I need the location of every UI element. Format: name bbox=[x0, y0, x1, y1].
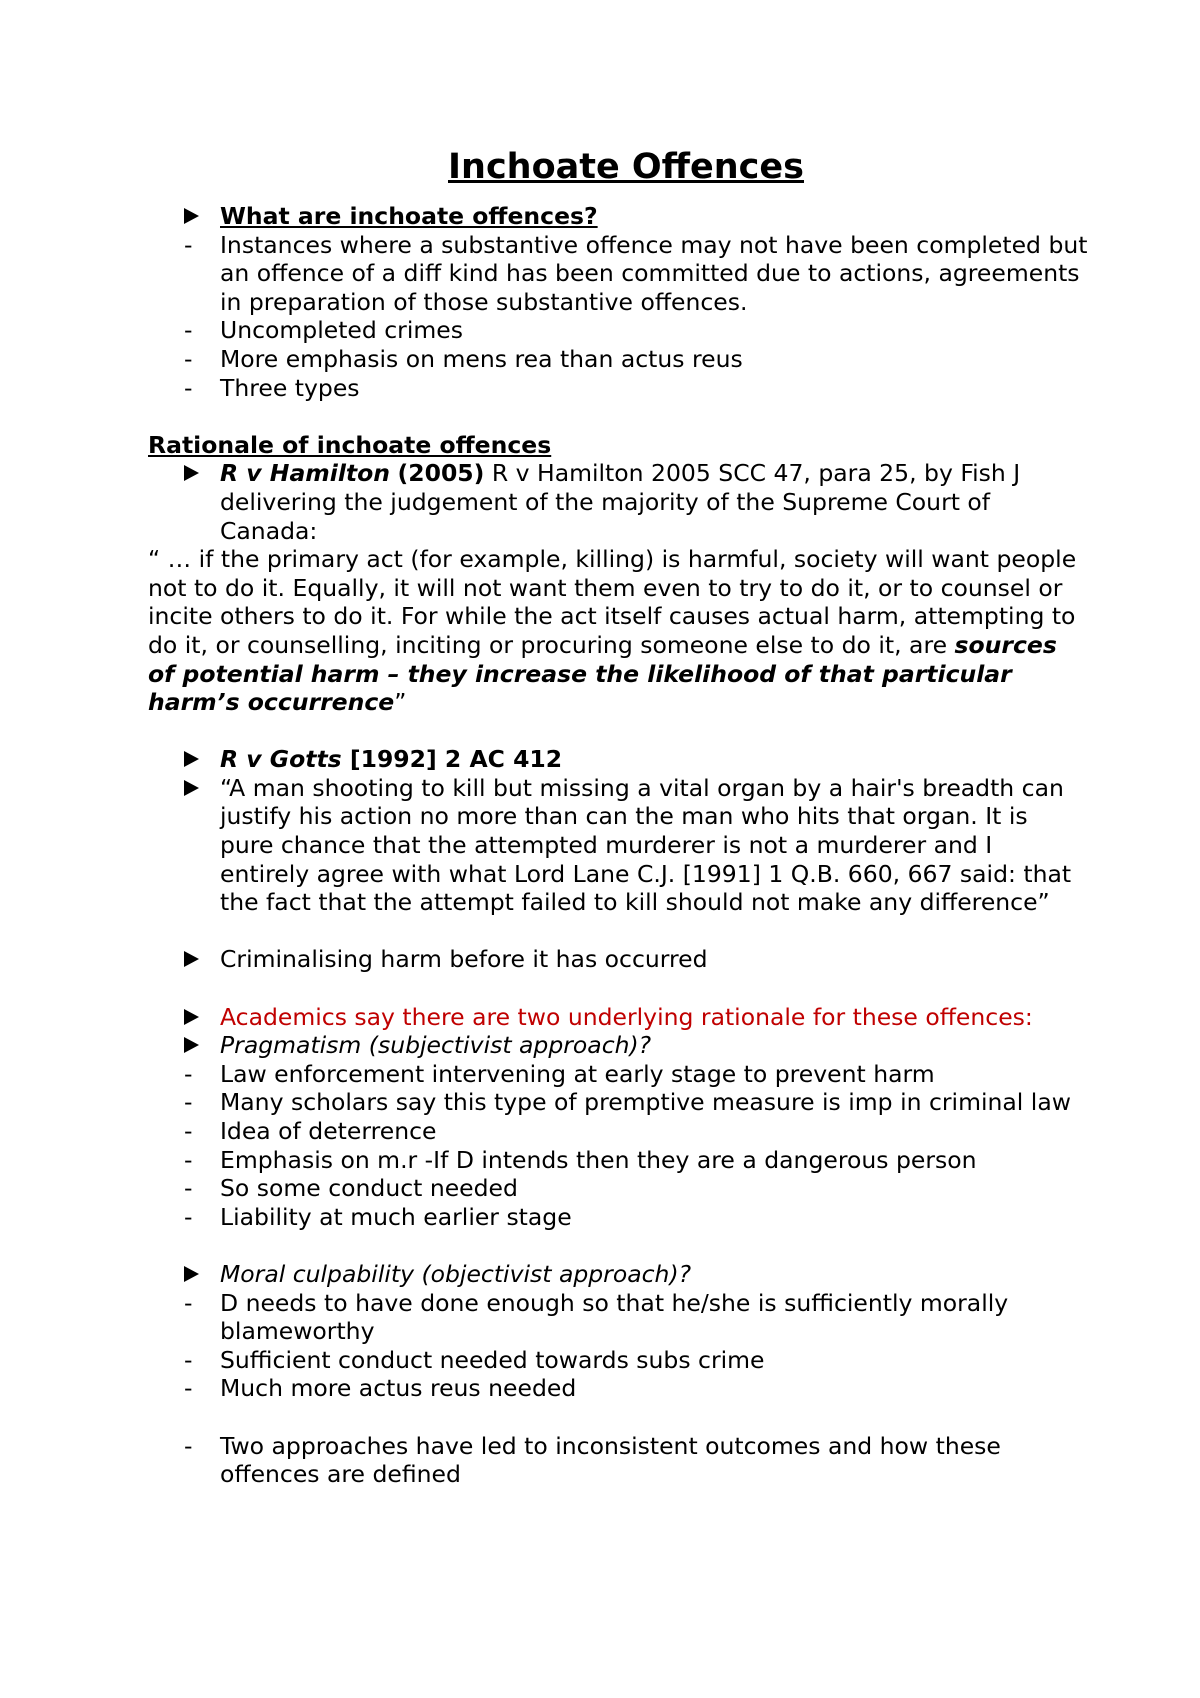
dash-marker: - bbox=[184, 1374, 193, 1403]
case-year: (2005) bbox=[397, 459, 485, 488]
pragmatism-point: Law enforcement intervening at early stage to prevent harm bbox=[220, 1059, 935, 1088]
dash-marker: - bbox=[184, 1088, 193, 1117]
dash-marker: - bbox=[184, 1288, 193, 1317]
dash-marker: - bbox=[184, 1117, 193, 1145]
dash-marker: - bbox=[184, 1431, 193, 1460]
dash-marker: - bbox=[184, 1174, 193, 1203]
list-item bbox=[148, 1374, 1088, 1403]
pragmatism-point: Idea of deterrence bbox=[220, 1117, 437, 1145]
list-item bbox=[148, 1031, 1088, 1060]
intro-point: Instances where a substantive offence may not have been completed but an offence of a diff kind has been committed due to actions, agreements in preparation of those substantive offences. bbox=[220, 230, 1088, 316]
section-heading: Rationale of inchoate offences bbox=[148, 430, 552, 459]
dash-marker: - bbox=[184, 230, 193, 259]
list-item bbox=[148, 1174, 1088, 1203]
arrow-bullet-icon bbox=[184, 1003, 199, 1032]
conclusion-point: Two approaches have led to inconsistent outcomes and how these offences are defined bbox=[220, 1431, 1001, 1489]
moral-heading: Moral culpability (objectivist approach)? bbox=[220, 1259, 692, 1288]
list-item bbox=[148, 774, 1088, 917]
dash-marker: - bbox=[184, 344, 193, 373]
moral-point: Sufficient conduct needed towards subs crime bbox=[220, 1345, 765, 1374]
quote-end: ” bbox=[394, 688, 407, 717]
quote-text: “ … if the primary act (for example, killing) is harmful, society will want people not to do it. Equally, it will not want them even to try to do it, or to counsel or incite others to do it. For while the act itself causes actual harm, attempting to do it, or counselling, inciting or procuring someone else to do it, are bbox=[148, 545, 1077, 659]
arrow-bullet-icon bbox=[184, 459, 199, 488]
list-item bbox=[148, 1289, 1088, 1346]
gotts-quote: “A man shooting to kill but missing a vital organ by a hair's breadth can justify his action no more than can the man who hits that organ. It is pure chance that the attempted murderer is not a murderer and I entirely agree with what Lord Lane C.J. [1991] 1 Q.B. 660, 667 said: that the fact that the attempt failed to kill should not make any difference” bbox=[220, 773, 1072, 917]
academics-point: Academics say there are two underlying rationale for these offences: bbox=[220, 1002, 1033, 1031]
intro-point: Uncompleted crimes bbox=[220, 316, 463, 345]
criminalising-point: Criminalising harm before it has occurred bbox=[220, 945, 708, 974]
hamilton-quote bbox=[148, 545, 1088, 717]
case-citation: [1992] 2 AC 412 bbox=[341, 745, 563, 774]
dash-marker: - bbox=[184, 1202, 193, 1231]
moral-point: Much more actus reus needed bbox=[220, 1374, 577, 1403]
list-item bbox=[148, 1260, 1088, 1289]
list-item bbox=[148, 1203, 1088, 1232]
arrow-bullet-icon bbox=[184, 1260, 199, 1289]
list-item bbox=[148, 1003, 1088, 1032]
moral-point: D needs to have done enough so that he/she is sufficiently morally blameworthy bbox=[220, 1288, 1009, 1346]
list-item bbox=[148, 459, 1088, 545]
intro-point: Three types bbox=[220, 373, 360, 402]
dash-marker: - bbox=[184, 1345, 193, 1374]
intro-point: More emphasis on mens rea than actus reus bbox=[220, 344, 743, 373]
dash-marker: - bbox=[184, 316, 193, 345]
arrow-bullet-icon bbox=[184, 202, 199, 231]
pragmatism-point: Many scholars say this type of premptive measure is imp in criminal law bbox=[220, 1088, 1071, 1117]
pragmatism-point: Liability at much earlier stage bbox=[220, 1202, 572, 1231]
list-item bbox=[148, 945, 1088, 974]
arrow-bullet-icon bbox=[184, 945, 199, 974]
list-item bbox=[148, 1432, 1088, 1489]
intro-question: What are inchoate offences? bbox=[220, 202, 598, 230]
list-item bbox=[148, 745, 1088, 774]
pragmatism-heading: Pragmatism (subjectivist approach)? bbox=[220, 1031, 652, 1060]
case-citation: R v Hamilton 2005 SCC 47, para 25, by Fish J delivering the judgement of the majority of the Supreme Court of Canada: bbox=[220, 459, 1021, 545]
case-name: R v Hamilton bbox=[220, 459, 391, 488]
dash-marker: - bbox=[184, 1059, 193, 1088]
list-item bbox=[148, 1146, 1088, 1175]
list-item bbox=[148, 345, 1088, 374]
list-item bbox=[148, 1117, 1088, 1146]
list-item bbox=[148, 1060, 1088, 1089]
list-item bbox=[148, 231, 1088, 317]
arrow-bullet-icon bbox=[184, 774, 199, 803]
dash-marker: - bbox=[184, 373, 193, 402]
list-item bbox=[148, 202, 1088, 231]
list-item bbox=[148, 316, 1088, 345]
pragmatism-point: So some conduct needed bbox=[220, 1174, 518, 1203]
arrow-bullet-icon bbox=[184, 745, 199, 774]
case-name: R v Gotts bbox=[220, 745, 342, 774]
dash-marker: - bbox=[184, 1145, 193, 1174]
arrow-bullet-icon bbox=[184, 1031, 199, 1060]
quote-emphasis: sources of potential harm – they increase the likelihood of that particular harm’s occurrence bbox=[148, 630, 1057, 717]
list-item bbox=[148, 1088, 1088, 1117]
list-item bbox=[148, 1346, 1088, 1375]
pragmatism-point: Emphasis on m.r -If D intends then they are a dangerous person bbox=[220, 1145, 977, 1174]
list-item bbox=[148, 374, 1088, 403]
page-title: Inchoate Offences bbox=[448, 147, 804, 187]
document-body bbox=[148, 146, 1088, 1489]
